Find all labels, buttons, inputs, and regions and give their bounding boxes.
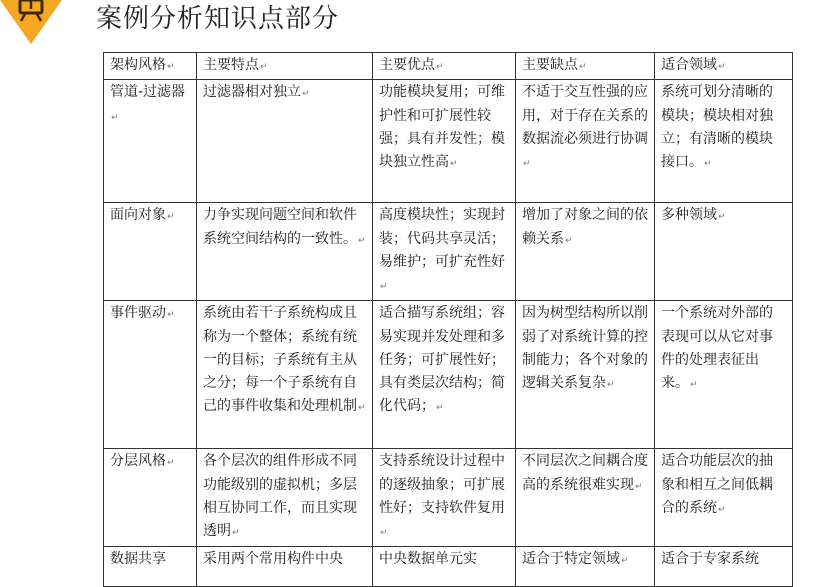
cell-text: 不同层次之间耦合度高的系统很难实现 (522, 453, 648, 493)
table-cell (373, 547, 516, 587)
header-cell: 主要缺点↵ (516, 53, 655, 80)
cell-text: 中央数据单元实 (379, 551, 477, 568)
logo-badge (0, 0, 72, 44)
cell-text: 采用两个常用构件中央 (203, 551, 343, 568)
header-cell: 主要优点↵ (373, 53, 516, 80)
header-label: 适合领域 (661, 57, 717, 73)
page-title: 案例分析知识点部分 (96, 4, 340, 34)
table-row (104, 547, 793, 587)
cell-text: 功能模块复用；可维护性和可扩展性较强；具有并发性；模块独立性高 (379, 84, 505, 171)
table-row (104, 203, 793, 301)
cell-text: 面向对象 (110, 207, 166, 224)
table-cell: 支持系统设计过程中的逐级抽象；可扩展性好；支持软件复用↵ (373, 449, 516, 547)
cell-text: 力争实现问题空间和软件系统空间结构的一致性。 (203, 207, 357, 247)
table-row (104, 301, 793, 449)
cell-text: 管道-过滤器 (110, 84, 186, 101)
cell-text: 事件驱动 (110, 305, 166, 322)
cell-text: 系统可划分清晰的模块；模块相对独立；有清晰的模块接口。 (661, 84, 773, 171)
cell-text: 数据共享 (110, 551, 166, 568)
table-cell: 适合描写系统组；容易实现并发处理和多任务；可扩展性好；具有类层次结构；简化代码；↵ (373, 301, 516, 449)
header-label: 主要优点 (379, 57, 435, 73)
table-cell: 面向对象↵ (104, 203, 197, 301)
header-label: 架构风格 (110, 57, 166, 73)
table-cell: 分层风格↵ (104, 449, 197, 547)
cell-text: 适合于特定领域 (522, 551, 620, 568)
table-cell: 不适于交互性强的应用，对于存在关系的数据流必须进行协调↵ (516, 80, 655, 203)
table-cell (104, 547, 197, 587)
table-cell: 多种领域↵ (655, 203, 793, 301)
table-cell: 适合功能层次的抽象和相互之间低耦合的系统↵ (655, 449, 793, 547)
table-cell: 事件驱动↵ (104, 301, 197, 449)
table-cell (655, 547, 793, 587)
table-cell: 系统可划分清晰的模块；模块相对独立；有清晰的模块接口。↵ (655, 80, 793, 203)
cell-text: 过滤器相对独立 (203, 84, 301, 101)
cell-text: 因为树型结构所以削弱了对系统计算的控制能力；各个对象的逻辑关系复杂 (522, 305, 648, 392)
header-cell: 主要特点↵ (197, 53, 373, 80)
table-cell: 一个系统对外部的表现可以从它对事件的处理表征出来。↵ (655, 301, 793, 449)
table-cell (197, 547, 373, 587)
document-presentation-icon (0, 0, 72, 44)
cell-text: 不适于交互性强的应用，对于存在关系的数据流必须进行协调 (522, 84, 648, 147)
table-cell: 因为树型结构所以削弱了对系统计算的控制能力；各个对象的逻辑关系复杂↵ (516, 301, 655, 449)
table-cell: 力争实现问题空间和软件系统空间结构的一致性。↵ (197, 203, 373, 301)
table-cell: 系统由若干子系统构成且称为一个整体；系统有统一的目标；子系统有主从之分；每一个子系统有自己的事件收集和处理机制↵ (197, 301, 373, 449)
cell-text: 支持系统设计过程中的逐级抽象；可扩展性好；支持软件复用 (379, 453, 505, 516)
cell-text: 适合功能层次的抽象和相互之间低耦合的系统 (661, 453, 773, 516)
table-cell: 各个层次的组件形成不同功能级别的虚拟机；多层相互协同工作，而且实现透明↵ (197, 449, 373, 547)
cell-text: 一个系统对外部的表现可以从它对事件的处理表征出来。 (661, 305, 773, 392)
header-cell: 架构风格↵ (104, 53, 197, 80)
table-header-row (104, 53, 793, 80)
cell-text: 各个层次的组件形成不同功能级别的虚拟机；多层相互协同工作，而且实现透明 (203, 453, 357, 540)
cell-text: 适合于专家系统 (661, 551, 759, 568)
header-label: 主要缺点 (522, 57, 578, 73)
table-row (104, 80, 793, 203)
table-row (104, 449, 793, 547)
cell-text: 多种领域 (661, 207, 717, 224)
cell-text: 适合描写系统组；容易实现并发处理和多任务；可扩展性好；具有类层次结构；简化代码； (379, 305, 505, 415)
table-cell: 不同层次之间耦合度高的系统很难实现↵ (516, 449, 655, 547)
cell-text: 系统由若干子系统构成且称为一个整体；系统有统一的目标；子系统有主从之分；每一个子系统有自己的事件收集和处理机制 (203, 305, 357, 415)
architecture-style-table (103, 52, 793, 587)
table-cell: 管道-过滤器↵ (104, 80, 197, 203)
cell-text: 分层风格 (110, 453, 166, 470)
table-cell: 过滤器相对独立↵ (197, 80, 373, 203)
table-cell: 适合于特定领域↵ (516, 547, 655, 587)
cell-text: 增加了对象之间的依赖关系 (522, 207, 648, 247)
table-cell: 增加了对象之间的依赖关系↵ (516, 203, 655, 301)
header-label: 主要特点 (203, 57, 259, 73)
table-cell: 功能模块复用；可维护性和可扩展性较强；具有并发性；模块独立性高↵ (373, 80, 516, 203)
cell-text: 高度模块性；实现封装；代码共享灵活；易维护；可扩充性好 (379, 207, 505, 270)
header-cell: 适合领域↵ (655, 53, 793, 80)
table-cell: 高度模块性；实现封装；代码共享灵活；易维护；可扩充性好↵ (373, 203, 516, 301)
